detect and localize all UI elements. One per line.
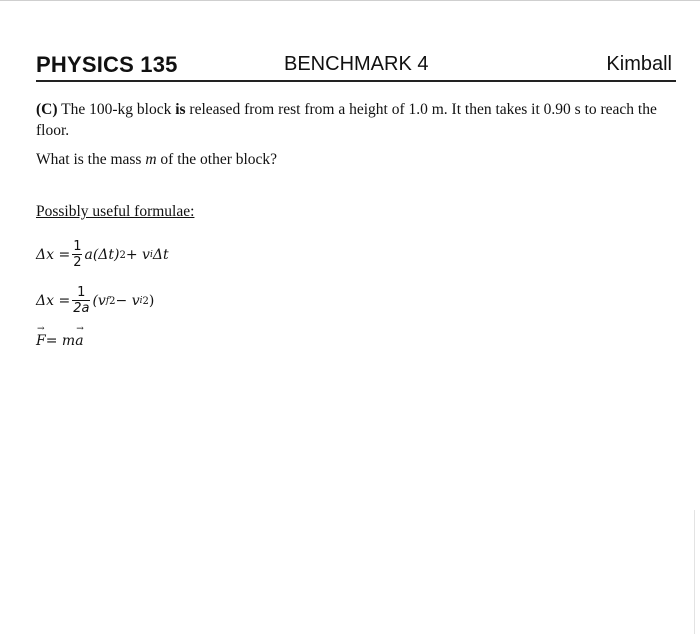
f2-minus: − v (115, 293, 140, 309)
formula-displacement-time (36, 240, 169, 270)
f1-body-c: Δt (152, 247, 169, 263)
f2-fraction (72, 286, 90, 316)
course-title: PHYSICS 135 (36, 52, 178, 77)
f3-force-vector: F → (36, 333, 46, 349)
f1-lhs: Δx = (36, 247, 71, 263)
top-border (0, 0, 700, 1)
f2-exponent-1: 2 (109, 295, 116, 307)
f3-acceleration-vector: a → (75, 333, 83, 349)
f1-body-b: + v (125, 247, 150, 263)
question-start: What is the mass (36, 151, 146, 168)
f1-fraction (72, 240, 82, 270)
f2-numerator: 1 (77, 285, 86, 300)
formula-newtons-second-law (36, 333, 84, 349)
f2-lhs: Δx = (36, 293, 71, 309)
f3-equals-m: = m (45, 333, 76, 349)
f1-numerator: 1 (73, 239, 82, 254)
f2-exponent-2: 2 (142, 295, 149, 307)
f2-subscript-f: f (105, 296, 110, 306)
header-rule (36, 80, 676, 82)
question-text (36, 151, 277, 169)
f1-body-a: a(Δt) (84, 247, 120, 263)
f2-close: ) (148, 293, 155, 309)
problem-statement (36, 99, 676, 141)
f1-denominator: 2 (73, 255, 82, 270)
edge-line (694, 510, 695, 634)
question-variable: m (145, 151, 157, 168)
page-header (36, 52, 676, 80)
f2-denominator: 2a (73, 301, 90, 316)
question-end: of the other block? (156, 151, 278, 168)
instructor-name: Kimball (606, 53, 672, 75)
assignment-title: BENCHMARK 4 (284, 53, 429, 75)
f2-open: (v (92, 293, 106, 309)
problem-text-2: released from rest from a height of 1.0 m. It then takes it 0.90 s to reach the floor. (36, 101, 657, 139)
formula-displacement-velocity (36, 286, 154, 316)
part-label: (C) (36, 101, 58, 118)
problem-bold-word: is (175, 101, 186, 118)
f1-subscript-i: i (149, 250, 153, 260)
f1-exponent: 2 (119, 249, 126, 261)
f2-subscript-i: i (139, 296, 143, 306)
formulae-heading: Possibly useful formulae: (36, 203, 195, 220)
problem-text-1: The 100-kg block (57, 101, 176, 118)
